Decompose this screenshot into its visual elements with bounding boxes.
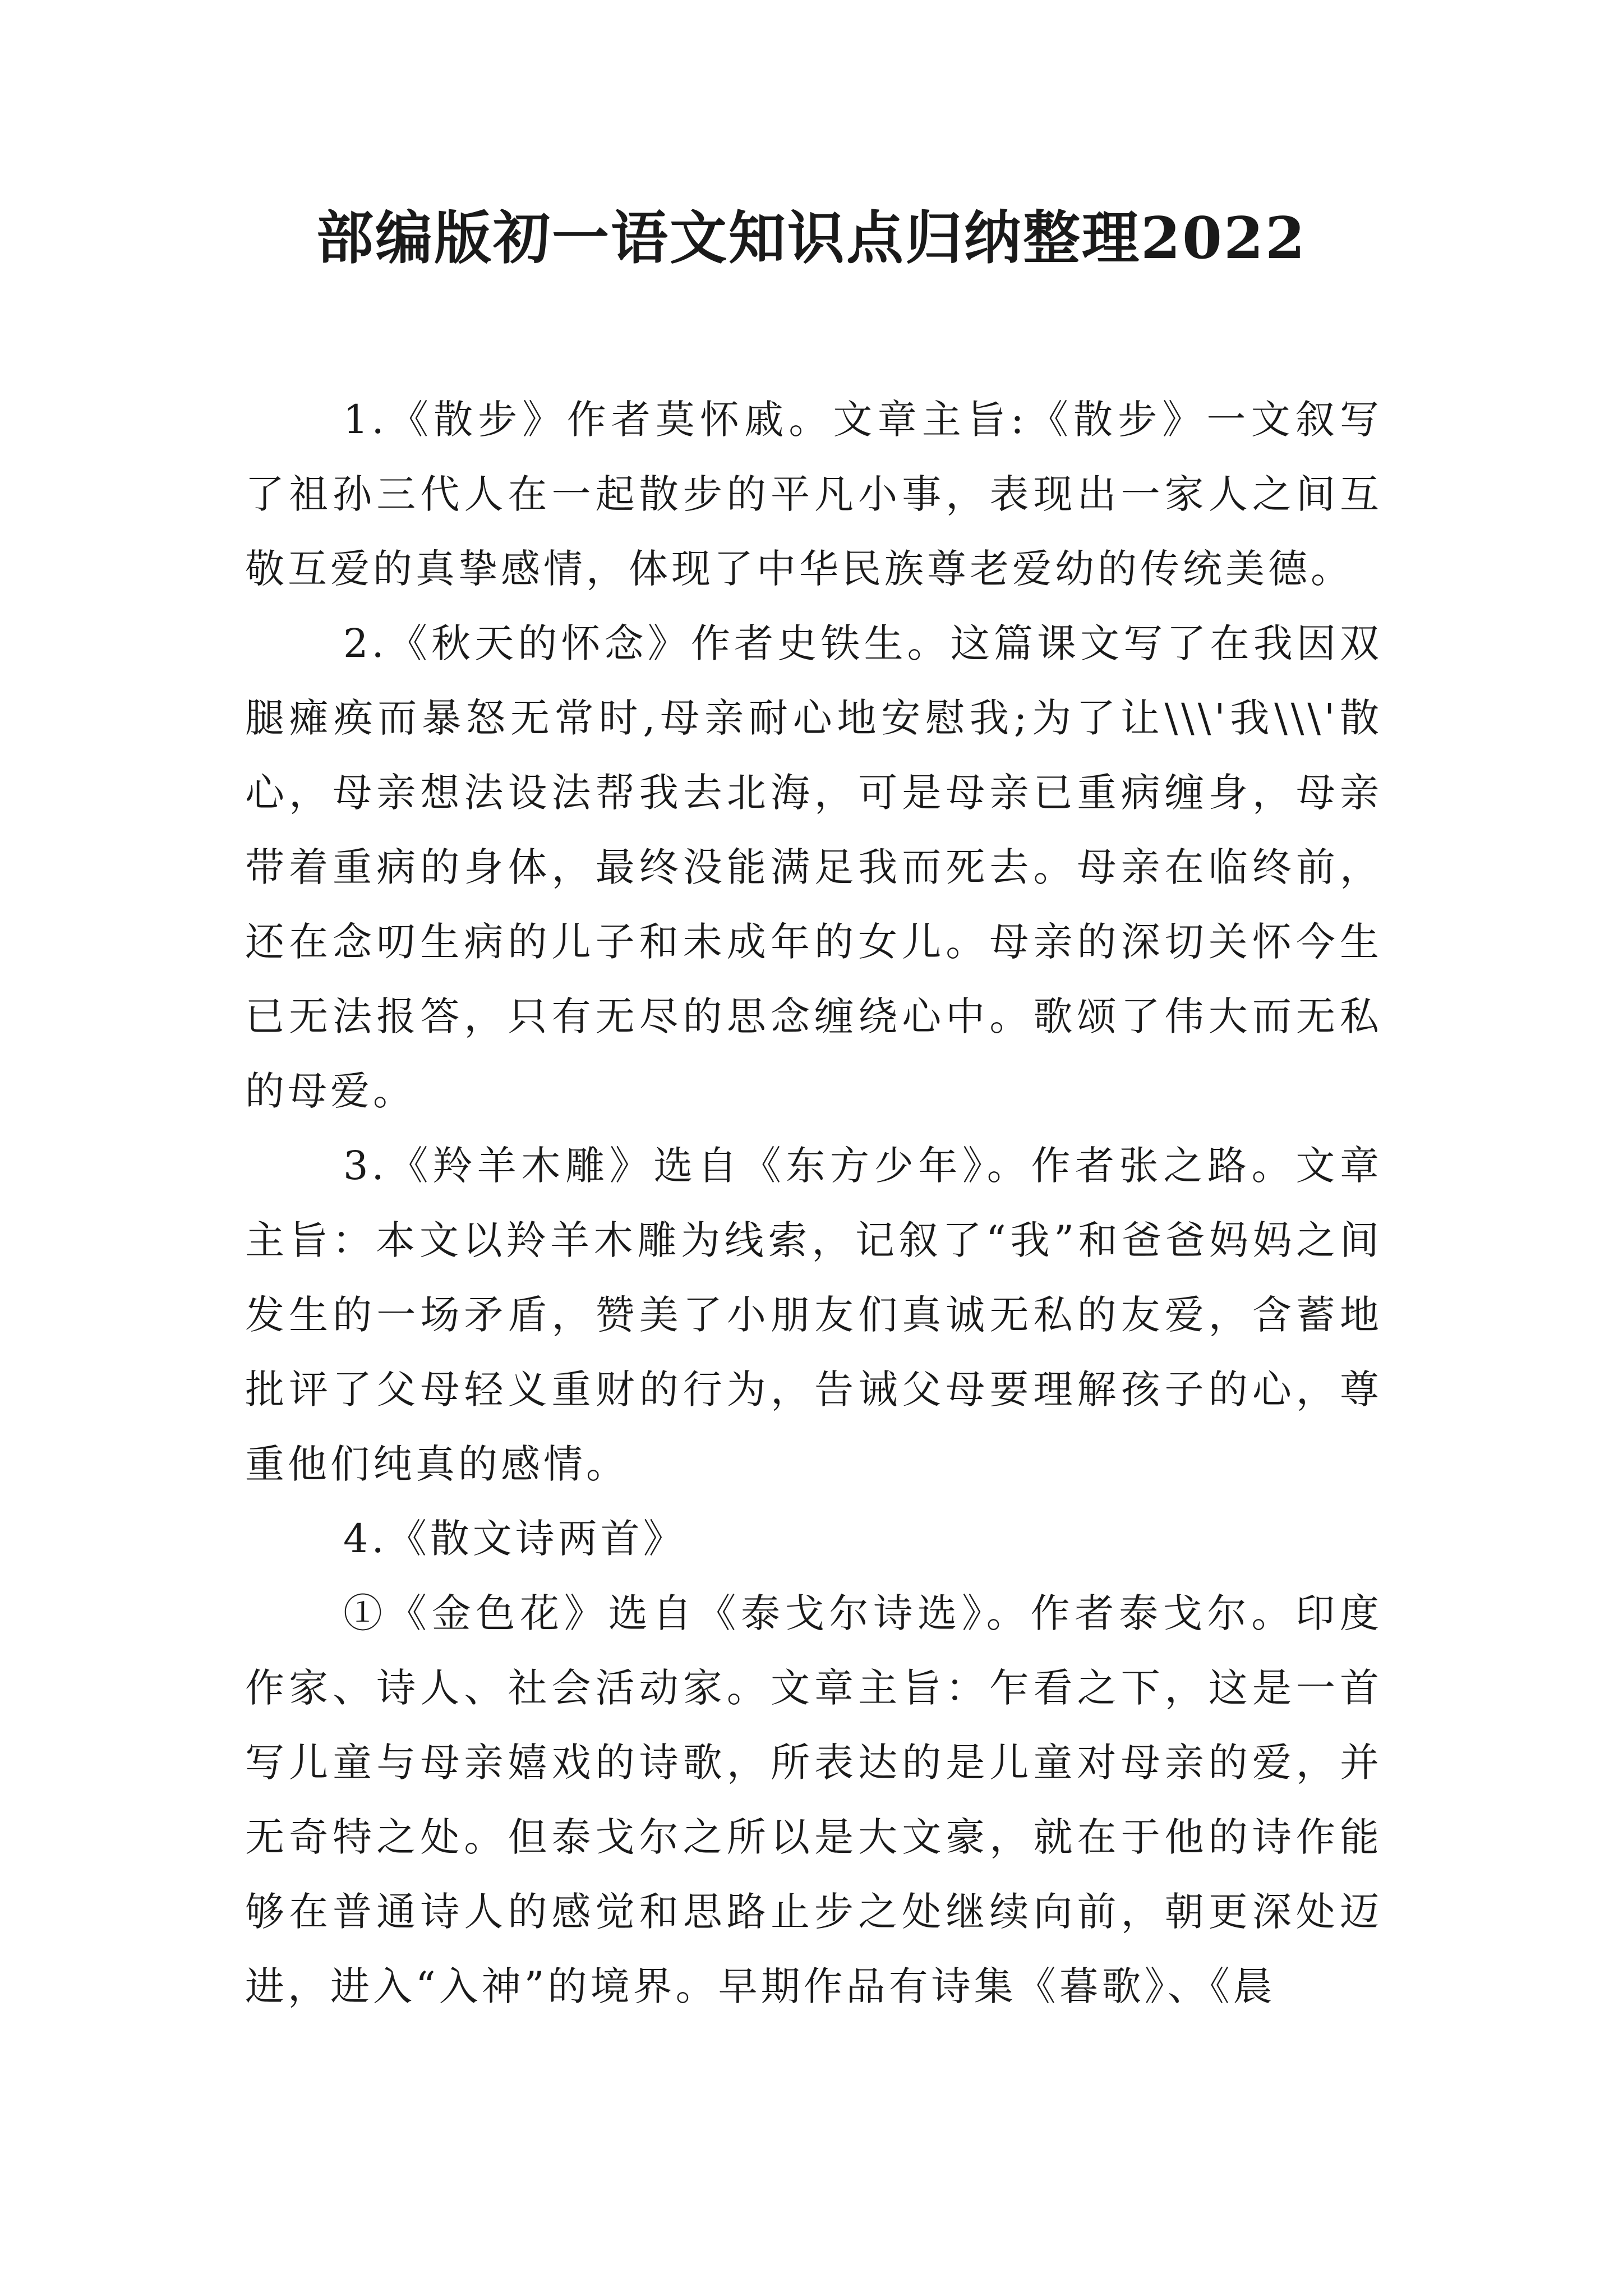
document-body [245, 383, 1382, 2024]
document-title: 部编版初一语文知识点归纳整理2022 [316, 205, 1307, 272]
paragraph-lingyang-mudiao: 3.《羚羊木雕》选自《东方少年》。作者张之路。文章主旨：本文以羚羊木雕为线索，记叙了“我”和爸爸妈妈之间发生的一场矛盾，赞美了小朋友们真诚无私的友爱，含蓄地批评了父母轻义重财的行为，告诫父母要理解孩子的心，尊重他们纯真的感情。 [245, 1143, 1382, 1487]
paragraph-qiutian-de-huainian: 2.《秋天的怀念》作者史铁生。这篇课文写了在我因双腿瘫痪而暴怒无常时,母亲耐心地安慰我;为了让\\\'我\\\'散心，母亲想法设法帮我去北海，可是母亲已重病缠身，母亲带着重病的身体，最终没能满足我而死去。母亲在临终前，还在念叨生病的儿子和未成年的女儿。母亲的深切关怀今生已无法报答，只有无尽的思念缠绕心中。歌颂了伟大而无私的母爱。 [245, 620, 1382, 1114]
paragraph-sanwenshi-heading: 4.《散文诗两首》 [343, 1516, 686, 1562]
paragraph-sanbu: 1.《散步》作者莫怀戚。文章主旨:《散步》一文叙写了祖孙三代人在一起散步的平凡小事，表现出一家人之间互敬互爱的真挚感情，体现了中华民族尊老爱幼的传统美德。 [245, 397, 1382, 592]
paragraph-jinsehua: ①《金色花》选自《泰戈尔诗选》。作者泰戈尔。印度作家、诗人、社会活动家。文章主旨：乍看之下，这是一首写儿童与母亲嬉戏的诗歌，所表达的是儿童对母亲的爱，并无奇特之处。但泰戈尔之所以是大文豪，就在于他的诗作能够在普通诗人的感觉和思路止步之处继续向前，朝更深处迈进，进入“入神”的境界。早期作品有诗集《暮歌》、《晨 [245, 1590, 1382, 2009]
